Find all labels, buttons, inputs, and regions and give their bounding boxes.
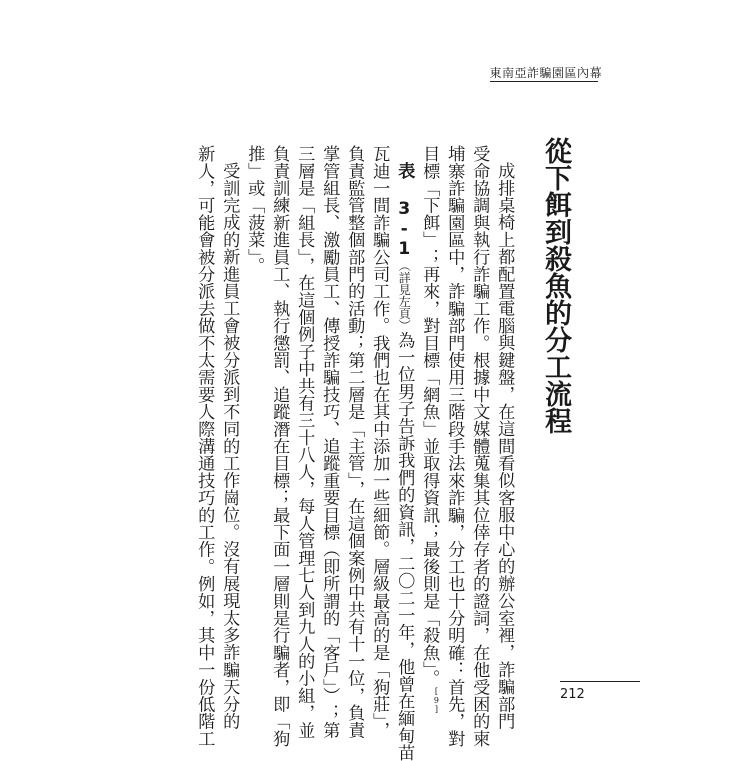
text-column-2: 受命協調與執行詐騙工作。根據中文媒體蒐集其位倖存者的證詞，在他受困的柬 (469, 145, 490, 747)
text-column-10: 負責訓練新進員工、執行懲罰、追蹤潛在目標；最下面一層則是行騙者，即「狗 (269, 145, 290, 747)
footnote-ref: [9] (431, 686, 441, 714)
section-title: 從下餌到殺魚的分工流程 (540, 137, 571, 434)
text-column-4-body: 目標「下餌」；再來，對目標「網魚」並取得資訊；最後則是「殺魚」。 (419, 145, 440, 687)
running-header: 東南亞詐騙園區內幕 (489, 66, 602, 80)
text-column-4 (420, 145, 440, 714)
text-column-12: 受訓完成的新進員工會被分派到不同的工作崗位。沒有展現太多詐騙天分的 (219, 162, 240, 730)
text-column-5 (394, 162, 415, 761)
table-ref: 表 3-1 (394, 162, 415, 260)
text-column-11: 推」或「菠菜」。 (244, 145, 265, 274)
text-column-7: 負責監管整個部門的活動；第二層是「主管」，在這個案例中共有十一位，負責 (344, 145, 365, 739)
footer-rule (560, 681, 640, 682)
text-column-13: 新人，可能會被分派去做不太需要人際溝通技巧的工作。例如，其中一份低階工 (194, 145, 215, 747)
text-column-8: 掌管組長、激勵員工、傳授詐騙技巧、追蹤重要目標（即所謂的「客戶」）；第 (319, 145, 340, 739)
text-column-3: 埔寨詐騙園區中，詐騙部門使用三階段手法來詐騙，分工也十分明確：首先，對 (444, 145, 465, 747)
see-left-page: （詳見左頁） (397, 259, 412, 332)
page-number: 212 (560, 687, 585, 702)
text-column-5-body: 為一位男子告訴我們的資訊，二〇二一年，他曾在緬甸苗 (394, 331, 415, 761)
text-column-9: 三層是「組長」，在這個例子中共有三十八人，每人管理七人到九人的小組，並 (294, 145, 315, 739)
text-column-1: 成排桌椅上都配置電腦與鍵盤，在這間看似客服中心的辦公室裡，詐騙部門 (494, 162, 515, 730)
header-rule (490, 81, 598, 82)
text-column-6: 瓦迪一間詐騙公司工作。我們也在其中添加一些細節。層級最高的是「狗莊」， (369, 145, 390, 739)
